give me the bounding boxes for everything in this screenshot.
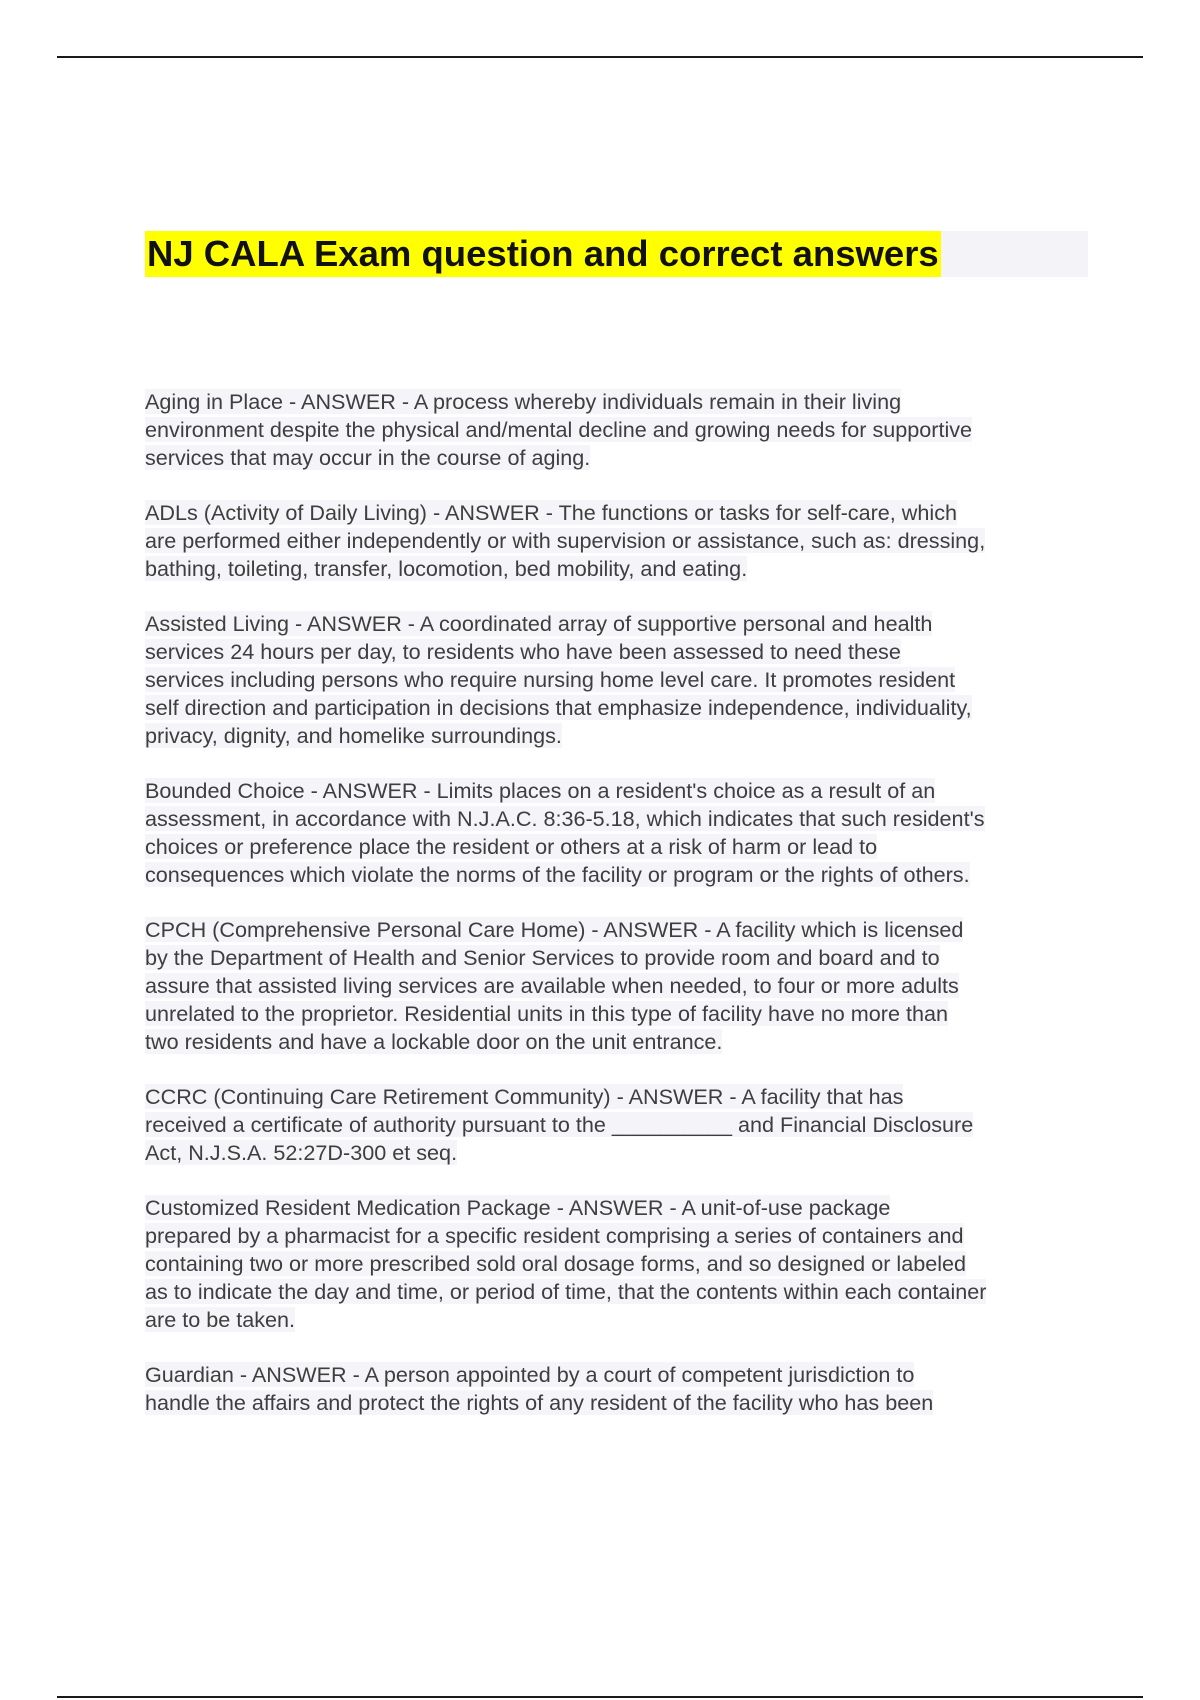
entry-line: consequences which violate the norms of the facility or program or the rights of others. <box>145 862 970 887</box>
entry-line: two residents and have a lockable door on the unit entrance. <box>145 1029 723 1054</box>
entry-line: privacy, dignity, and homelike surroundings. <box>145 723 562 748</box>
entry-line: assessment, in accordance with N.J.A.C. 8:36-5.18, which indicates that such resident's <box>145 806 985 831</box>
entry-line: services that may occur in the course of aging. <box>145 445 591 470</box>
entry-line: services including persons who require nursing home level care. It promotes resident <box>145 667 956 692</box>
entry-line: CCRC (Continuing Care Retirement Community) - ANSWER - A facility that has <box>145 1084 904 1109</box>
entry-line: are to be taken. <box>145 1307 296 1332</box>
entry-guardian <box>145 1361 1095 1417</box>
entry-line: Assisted Living - ANSWER - A coordinated array of supportive personal and health <box>145 611 933 636</box>
entry-line: Aging in Place - ANSWER - A process whereby individuals remain in their living <box>145 389 902 414</box>
entry-line: Act, N.J.S.A. 52:27D-300 et seq. <box>145 1140 458 1165</box>
entry-line: received a certificate of authority pursuant to the __________ and Financial Disclosure <box>145 1112 974 1137</box>
entry-line: environment despite the physical and/mental decline and growing needs for supportive <box>145 417 973 442</box>
entry-line: containing two or more prescribed sold oral dosage forms, and so designed or labeled <box>145 1251 967 1276</box>
document-title: NJ CALA Exam question and correct answers <box>145 231 941 277</box>
entry-line: bathing, toileting, transfer, locomotion, bed mobility, and eating. <box>145 556 748 581</box>
entry-adls <box>145 499 1095 583</box>
entry-line: choices or preference place the resident or others at a risk of harm or lead to <box>145 834 878 859</box>
entry-line: prepared by a pharmacist for a specific resident comprising a series of containers and <box>145 1223 964 1248</box>
entry-line: services 24 hours per day, to residents who have been assessed to need these <box>145 639 901 664</box>
entry-aging-in-place <box>145 388 1095 472</box>
entry-line: ADLs (Activity of Daily Living) - ANSWER - The functions or tasks for self-care, which <box>145 500 958 525</box>
entry-customized-resident-medication-package <box>145 1194 1095 1334</box>
entry-line: by the Department of Health and Senior Services to provide room and board and to <box>145 945 940 970</box>
entry-line: unrelated to the proprietor. Residential units in this type of facility have no more than <box>145 1001 949 1026</box>
entry-line: Customized Resident Medication Package - ANSWER - A unit-of-use package <box>145 1195 891 1220</box>
footer-rule <box>57 1696 1143 1698</box>
entry-line: handle the affairs and protect the rights of any resident of the facility who has been <box>145 1390 934 1415</box>
entry-line: CPCH (Comprehensive Personal Care Home) - ANSWER - A facility which is licensed <box>145 917 964 942</box>
entry-line: Guardian - ANSWER - A person appointed by a court of competent jurisdiction to <box>145 1362 915 1387</box>
header-rule <box>57 56 1143 58</box>
entry-line: assure that assisted living services are available when needed, to four or more adults <box>145 973 959 998</box>
entry-ccrc <box>145 1083 1095 1167</box>
glossary-entries <box>145 388 1095 1444</box>
entry-line: Bounded Choice - ANSWER - Limits places on a resident's choice as a result of an <box>145 778 936 803</box>
entry-bounded-choice <box>145 777 1095 889</box>
entry-cpch <box>145 916 1095 1056</box>
entry-line: are performed either independently or with supervision or assistance, such as: dressing, <box>145 528 986 553</box>
entry-assisted-living <box>145 610 1095 750</box>
entry-line: as to indicate the day and time, or period of time, that the contents within each container <box>145 1279 987 1304</box>
entry-line: self direction and participation in decisions that emphasize independence, individuality, <box>145 695 972 720</box>
